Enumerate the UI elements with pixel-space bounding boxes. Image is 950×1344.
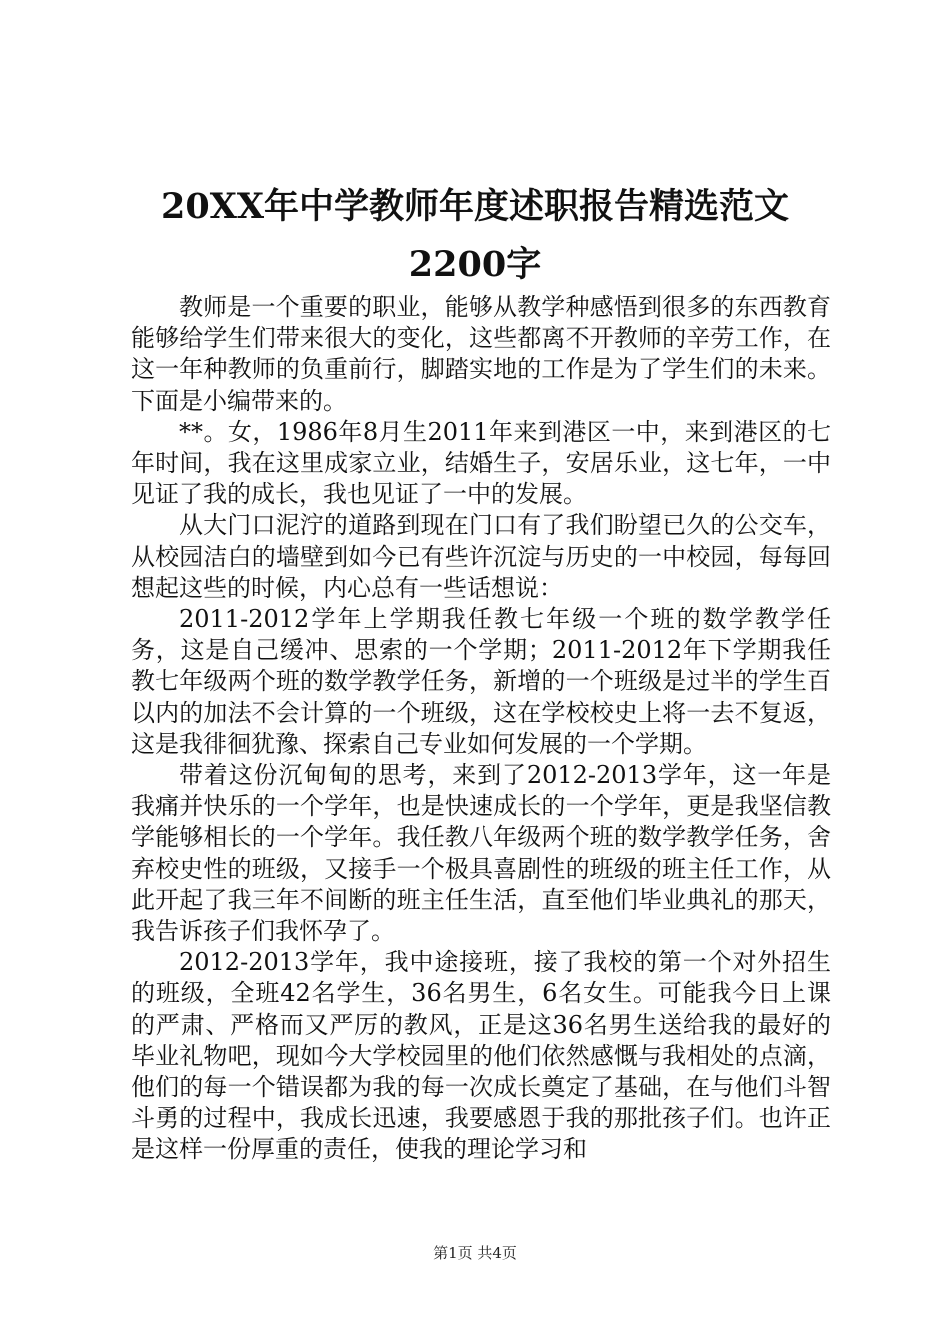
document-body — [131, 292, 831, 1166]
document-title: 20XX年中学教师年度述职报告精选范文2200字 — [160, 186, 790, 285]
paragraph: **。女，1986年8月生2011年来到港区一中，来到港区的七年时间，我在这里成家立业，结婚生子，安居乐业，这七年，一中见证了我的成长，我也见证了一中的发展。 — [131, 417, 831, 509]
paragraph: 带着这份沉甸甸的思考，来到了2012-2013学年，这一年是我痛并快乐的一个学年，也是快速成长的一个学年，更是我坚信教学能够相长的一个学年。我任教八年级两个班的数学教学任务，舍弃校史性的班级，又接手一个极具喜剧性的班级的班主任工作，从此开起了我三年不间断的班主任生活，直至他们毕业典礼的那天，我告诉孩子们我怀孕了。 — [131, 761, 831, 946]
paragraph: 从大门口泥泞的道路到现在门口有了我们盼望已久的公交车，从校园洁白的墙壁到如今已有些许沉淀与历史的一中校园，每每回想起这些的时候，内心总有一些话想说： — [131, 511, 831, 602]
paragraph: 2012-2013学年，我中途接班，接了我校的第一个对外招生的班级，全班42名学生，36名男生，6名女生。可能我今日上课的严肃、严格而又严厉的教风，正是这36名男生送给我的最好的毕业礼物吧，现如今大学校园里的他们依然感慨与我相处的点滴，他们的每一个错误都为我的每一次成长奠定了基础，在与他们斗智斗勇的过程中，我成长迅速，我要感恩于我的那批孩子们。也许正是这样一份厚重的责任，使我的理论学习和 — [131, 948, 831, 1164]
page-number-footer: 第1页 共4页 — [433, 1244, 517, 1262]
paragraph: 2011-2012学年上学期我任教七年级一个班的数学教学任务，这是自己缓冲、思索的一个学期；2011-2012年下学期我任教七年级两个班的数学教学任务，新增的一个班级是过半的学生百以内的加法不会计算的一个班级，这在学校校史上将一去不复返，这是我徘徊犹豫、探索自己专业如何发展的一个学期。 — [131, 605, 831, 758]
paragraph: 教师是一个重要的职业，能够从教学种感悟到很多的东西教育能够给学生们带来很大的变化，这些都离不开教师的辛劳工作，在这一年种教师的负重前行，脚踏实地的工作是为了学生们的未来。下面是小编带来的。 — [131, 293, 831, 415]
